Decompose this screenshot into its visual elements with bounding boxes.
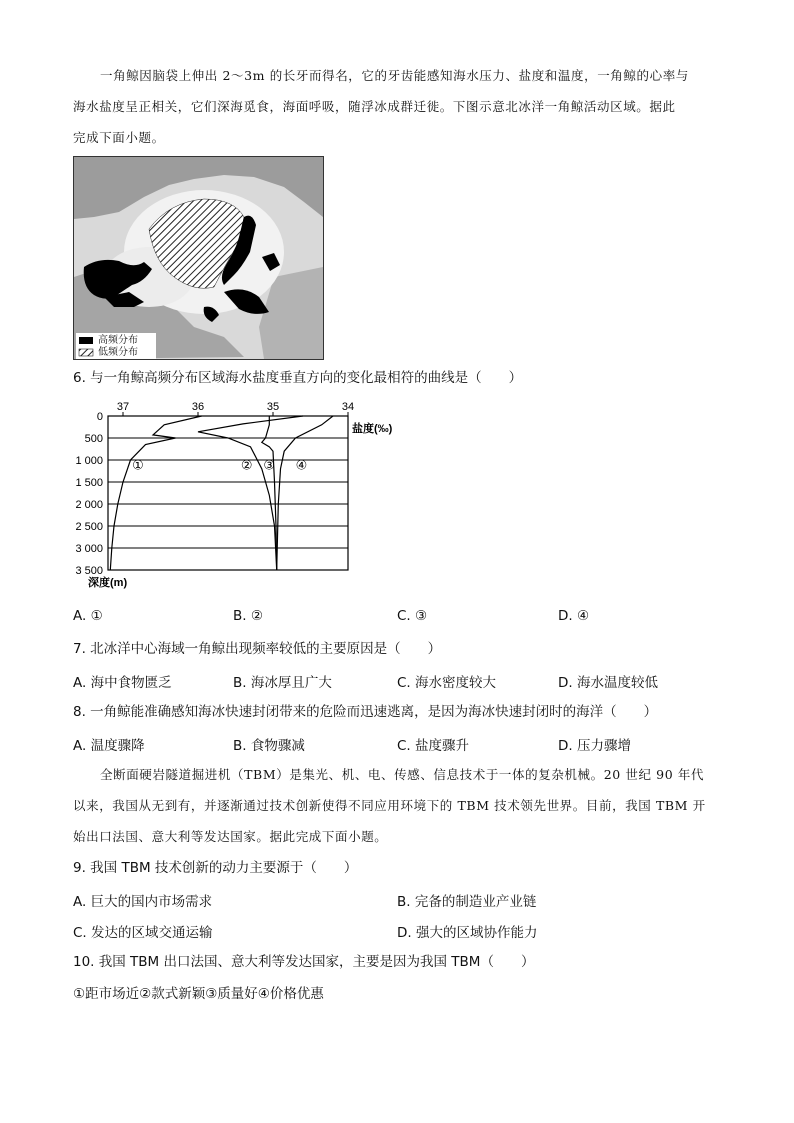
q6-option-a[interactable]: A. ① (73, 608, 103, 624)
legend-high-swatch (79, 337, 93, 344)
x-tick-label: 36 (191, 401, 205, 413)
q8-option-c[interactable]: C. 盐度骤升 (397, 738, 470, 754)
curve-2 (198, 416, 303, 570)
q6-option-c[interactable]: C. ③ (397, 608, 428, 624)
y-axis-label: 深度(m) (88, 577, 128, 589)
y-tick-label: 1 500 (75, 477, 103, 489)
q9-option-b[interactable]: B. 完备的制造业产业链 (397, 894, 537, 910)
q8-option-a[interactable]: A. 温度骤降 (73, 738, 145, 754)
curve-4 (277, 416, 333, 570)
y-tick-label: 1 000 (75, 455, 103, 467)
y-tick-label: 0 (96, 411, 103, 423)
curve-label-1: ① (132, 458, 144, 474)
q7-option-d[interactable]: D. 海水温度较低 (558, 675, 658, 691)
q8-option-d[interactable]: D. 压力骤增 (558, 738, 631, 754)
x-tick-label: 37 (116, 401, 130, 413)
q9-stem: 9. 我国 TBM 技术创新的动力主要源于（ ） (73, 860, 358, 876)
salinity-depth-chart (75, 398, 410, 598)
plot-frame (108, 416, 348, 570)
y-tick-label: 3 000 (75, 543, 103, 555)
map-graphic (74, 157, 323, 359)
q10-items: ①距市场近②款式新颖③质量好④价格优惠 (73, 986, 324, 1002)
q7-stem: 7. 北冰洋中心海域一角鲸出现频率较低的主要原因是（ ） (73, 641, 442, 657)
chart-svg (75, 398, 410, 598)
curve-label-3: ③ (263, 458, 276, 474)
y-tick-label: 2 500 (75, 521, 103, 533)
q8-option-b[interactable]: B. 食物骤减 (233, 738, 305, 754)
q6-option-b[interactable]: B. ② (233, 608, 263, 624)
passage2-line-1: 全断面硬岩隧道掘进机（TBM）是集光、机、电、传感、信息技术于一体的复杂机械。20 世纪 90 年代 (100, 767, 705, 782)
y-tick-label: 500 (84, 433, 103, 445)
y-tick-label: 3 500 (75, 565, 103, 577)
legend-low-label: 低频分布 (98, 347, 138, 358)
q9-option-a[interactable]: A. 巨大的国内市场需求 (73, 894, 213, 910)
y-tick-label: 2 000 (75, 499, 103, 511)
q9-option-c[interactable]: C. 发达的区域交通运输 (73, 925, 213, 941)
q9-option-d[interactable]: D. 强大的区域协作能力 (397, 925, 538, 941)
passage1-line-3: 完成下面小题。 (73, 130, 165, 145)
passage1-line-1: 一角鲸因脑袋上伸出 2～3m 的长牙而得名，它的牙齿能感知海水压力、盐度和温度，一角鲸的心率与 (100, 68, 689, 83)
legend-high-label: 高频分布 (98, 335, 138, 346)
curve-1 (110, 416, 201, 570)
q6-stem: 6. 与一角鲸高频分布区域海水盐度垂直方向的变化最相符的曲线是（ ） (73, 370, 523, 386)
x-axis-label: 盐度(‰) (352, 423, 393, 435)
q8-stem: 8. 一角鲸能准确感知海冰快速封闭带来的危险而迅速逃离，是因为海冰快速封闭时的海洋（ ） (73, 704, 658, 720)
passage1-line-2: 海水盐度呈正相关，它们深海觅食，海面呼吸，随浮冰成群迁徙。下图示意北冰洋一角鲸活动区域。据此 (73, 99, 676, 114)
legend-low-swatch (79, 349, 93, 356)
passage2-line-2: 以来，我国从无到有，并逐渐通过技术创新使得不同应用环境下的 TBM 技术领先世界。目前，我国 TBM 开 (73, 798, 706, 813)
q7-option-a[interactable]: A. 海中食物匮乏 (73, 675, 172, 691)
arctic-narwhal-map (73, 156, 324, 360)
x-tick-label: 35 (266, 401, 280, 413)
q6-option-d[interactable]: D. ④ (558, 608, 590, 624)
curve-label-4: ④ (295, 458, 308, 474)
q7-option-c[interactable]: C. 海水密度较大 (397, 675, 497, 691)
q10-stem: 10. 我国 TBM 出口法国、意大利等发达国家，主要是因为我国 TBM（ ） (73, 954, 535, 970)
x-tick-label: 34 (341, 401, 355, 413)
curve-label-2: ② (240, 458, 253, 474)
q7-option-b[interactable]: B. 海冰厚且广大 (233, 675, 332, 691)
passage2-line-3: 始出口法国、意大利等发达国家。据此完成下面小题。 (73, 829, 388, 844)
